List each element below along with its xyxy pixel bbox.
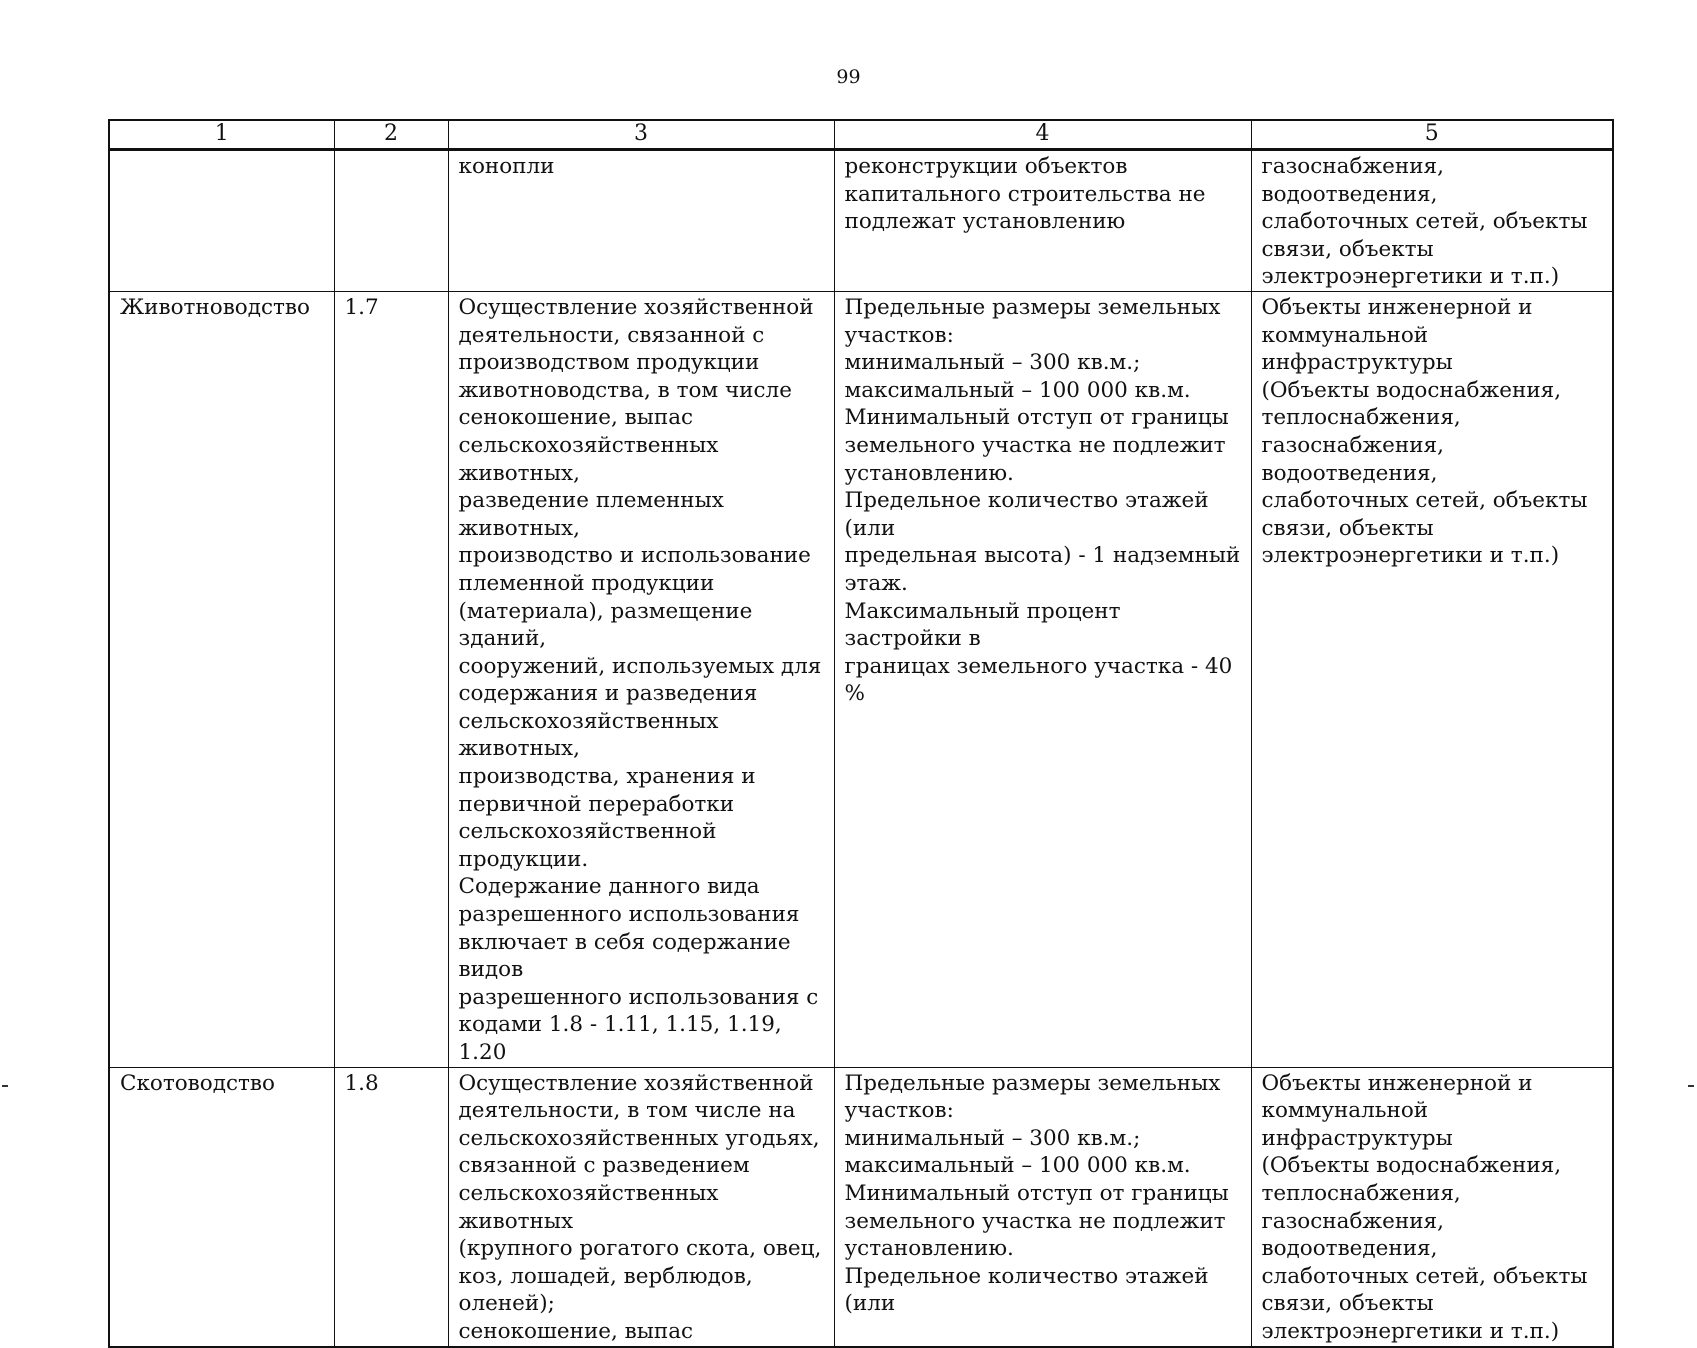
parameters-cell: Предельные размеры земельных участков: минимальный – 300 кв.м.; максимальный – 100 000 кв.м. Минимальный отступ от границы земельного участка не подлежит установлению. Предельное количество этажей (или: [834, 1067, 1251, 1346]
table-row: [109, 291, 1613, 1067]
scan-edge-mark-right: [1688, 1085, 1694, 1087]
use-type-code-cell: 1.8: [334, 1067, 448, 1346]
table-header-row: [109, 120, 1613, 150]
table-row: [109, 1067, 1613, 1346]
header-cell-5: 5: [1251, 120, 1613, 150]
auxiliary-uses-cell: Объекты инженерной и коммунальной инфраструктуры (Объекты водоснабжения, теплоснабжения, газоснабжения, водоотведения, слаботочных сетей, объекты связи, объекты электроэнергетики и т.п.): [1251, 1067, 1613, 1346]
use-description-cell: Осуществление хозяйственной деятельности, в том числе на сельскохозяйственных угодьях, связанной с разведением сельскохозяйственных животных (крупного рогатого скота, овец, коз, лошадей, верблюдов, оленей); сенокошение, выпас: [448, 1067, 834, 1346]
use-type-name-cell: Животноводство: [109, 291, 334, 1067]
use-type-name-cell: Скотоводство: [109, 1067, 334, 1346]
header-cell-3: 3: [448, 120, 834, 150]
land-use-table: [108, 119, 1614, 1348]
parameters-cell: реконструкции объектов капитального строительства не подлежат установлению: [834, 150, 1251, 292]
scan-edge-mark-left: [2, 1085, 8, 1087]
use-type-code-cell: 1.7: [334, 291, 448, 1067]
header-cell-1: 1: [109, 120, 334, 150]
auxiliary-uses-cell: газоснабжения, водоотведения, слаботочных сетей, объекты связи, объекты электроэнергетики и т.п.): [1251, 150, 1613, 292]
header-cell-2: 2: [334, 120, 448, 150]
use-type-code-cell: [334, 150, 448, 292]
table-row: [109, 150, 1613, 292]
auxiliary-uses-cell: Объекты инженерной и коммунальной инфраструктуры (Объекты водоснабжения, теплоснабжения, газоснабжения, водоотведения, слаботочных сетей, объекты связи, объекты электроэнергетики и т.п.): [1251, 291, 1613, 1067]
header-cell-4: 4: [834, 120, 1251, 150]
page-number: 99: [836, 66, 861, 88]
use-description-cell: Осуществление хозяйственной деятельности, связанной с производством продукции животноводства, в том числе сенокошение, выпас сельскохозяйственных животных, разведение племенных животных, производство и использование племенной продукции (материала), размещение зданий, сооружений, используемых для содержания и разведения сельскохозяйственных животных, производства, хранения и первичной переработки сельскохозяйственной продукции. Содержание данного вида разрешенного использования включает в себя содержание видов разрешенного использования с кодами 1.8 - 1.11, 1.15, 1.19, 1.20: [448, 291, 834, 1067]
use-description-cell: конопли: [448, 150, 834, 292]
parameters-cell: Предельные размеры земельных участков: минимальный – 300 кв.м.; максимальный – 100 000 кв.м. Минимальный отступ от границы земельного участка не подлежит установлению. Предельное количество этажей (или предельная высота) - 1 надземный этаж. Максимальный процент застройки в границах земельного участка - 40 %: [834, 291, 1251, 1067]
use-type-name-cell: [109, 150, 334, 292]
